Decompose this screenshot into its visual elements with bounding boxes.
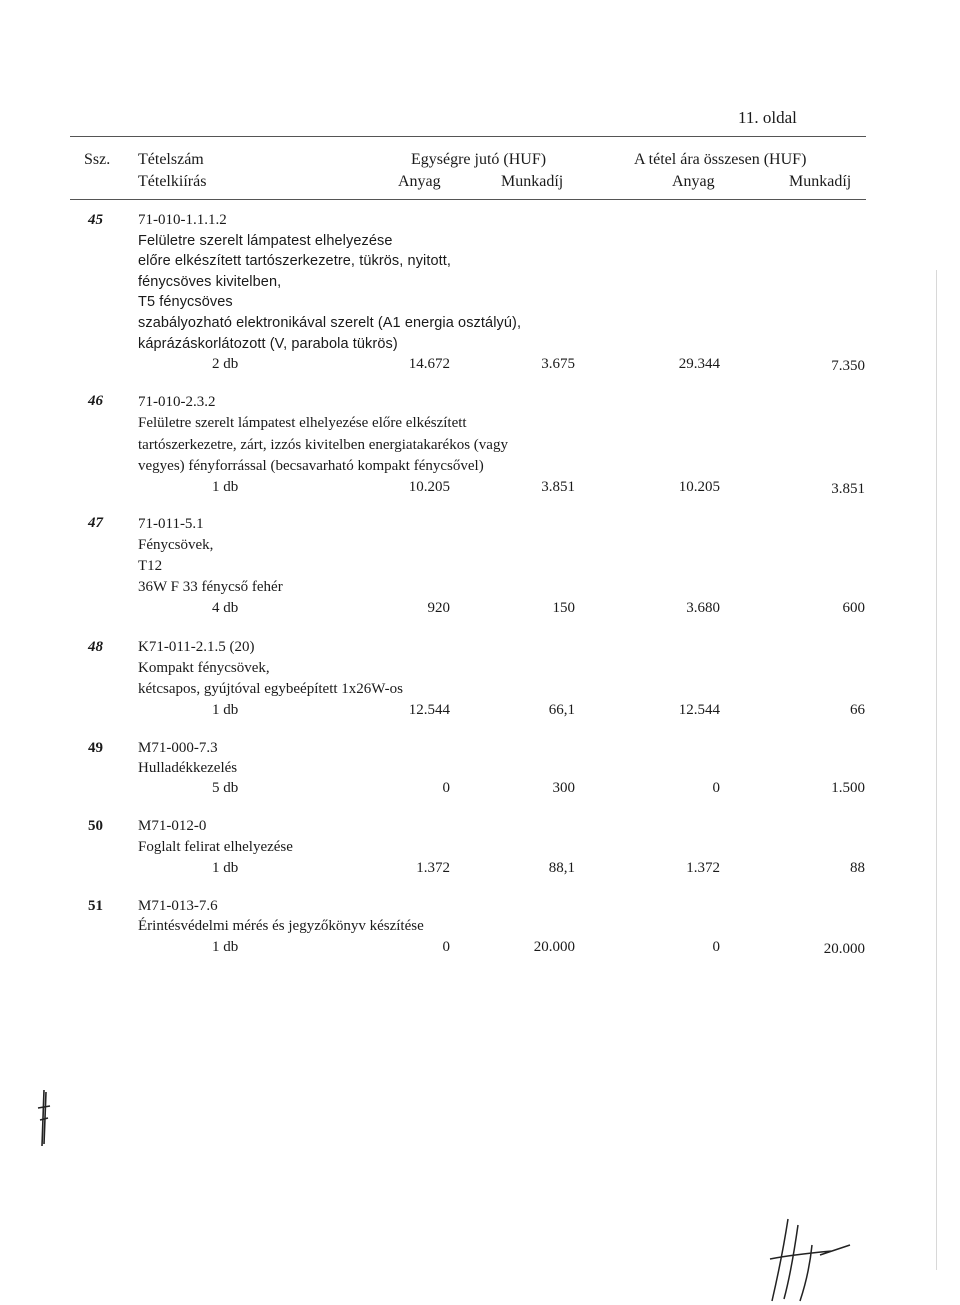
unit-material-price: 920 <box>427 600 450 616</box>
scan-edge-line <box>936 270 937 1270</box>
header-anyag-unit: Anyag <box>398 173 441 190</box>
unit-material-price: 0 <box>442 939 450 955</box>
item-quantity: 1 db <box>212 860 239 876</box>
item-quantity: 1 db <box>212 939 239 955</box>
unit-material-price: 12.544 <box>408 702 450 718</box>
item-number: 49 <box>88 740 103 756</box>
item-description-line: Kompakt fénycsövek, <box>138 660 270 676</box>
total-material-price: 10.205 <box>678 479 720 495</box>
item-description-line: Felületre szerelt lámpatest elhelyezése <box>138 233 393 249</box>
item-quantity: 1 db <box>212 702 239 718</box>
header-ssz: Ssz. <box>84 151 111 168</box>
item-description-line: 36W F 33 fénycső fehér <box>138 579 283 595</box>
item-description-line: Fénycsövek, <box>138 537 214 553</box>
total-labor-price: 7.350 <box>831 358 865 374</box>
total-labor-price: 88 <box>850 860 865 876</box>
item-number: 46 <box>88 393 103 409</box>
item-quantity: 1 db <box>212 479 239 495</box>
total-labor-price: 1.500 <box>831 780 865 796</box>
page-number: 11. oldal <box>738 108 797 127</box>
item-description-line: vegyes) fényforrással (becsavarható kompakt fénycsővel) <box>138 458 484 474</box>
total-labor-price: 600 <box>842 600 865 616</box>
item-quantity: 4 db <box>212 600 239 616</box>
item-description-line: fénycsöves kivitelben, <box>138 274 282 290</box>
item-code: 71-010-2.3.2 <box>138 394 216 410</box>
item-description-line: Hulladékkezelés <box>138 760 238 776</box>
total-material-price: 12.544 <box>678 702 720 718</box>
header-egysegre: Egységre jutó (HUF) <box>411 151 547 168</box>
item-description-line: kétcsapos, gyújtóval egybeépített 1x26W-os <box>138 681 403 697</box>
item-description-line: T5 fénycsöves <box>138 294 233 310</box>
item-description-line: T12 <box>138 558 163 574</box>
unit-material-price: 10.205 <box>408 479 450 495</box>
header-tetelara: A tétel ára összesen (HUF) <box>634 151 807 168</box>
item-description-line: Foglalt felirat elhelyezése <box>138 839 293 855</box>
unit-labor-price: 20.000 <box>533 939 575 955</box>
item-number: 51 <box>88 898 103 914</box>
item-description-line: Felületre szerelt lámpatest elhelyezése előre elkészített <box>138 415 467 431</box>
header-tetelkiiras: Tételkiírás <box>138 173 207 190</box>
header-anyag-total: Anyag <box>672 173 715 190</box>
unit-labor-price: 150 <box>552 600 575 616</box>
header-tetelszam: Tételszám <box>138 151 204 168</box>
item-code: 71-011-5.1 <box>138 516 204 532</box>
total-labor-price: 20.000 <box>823 941 865 957</box>
unit-labor-price: 3.675 <box>541 356 575 372</box>
item-description-line: szabályozható elektronikával szerelt (A1 energia osztályú), <box>138 315 522 331</box>
item-description-line: előre elkészített tartószerkezetre, tükrös, nyitott, <box>138 253 452 269</box>
item-description-line: Érintésvédelmi mérés és jegyzőkönyv készítése <box>138 918 424 934</box>
item-number: 50 <box>88 818 103 834</box>
unit-labor-price: 3.851 <box>541 479 575 495</box>
item-description-line: káprázáskorlátozott (V, parabola tükrös) <box>138 336 398 352</box>
total-labor-price: 3.851 <box>831 481 865 497</box>
item-code: M71-000-7.3 <box>138 740 218 756</box>
item-code: 71-010-1.1.1.2 <box>138 212 227 228</box>
unit-material-price: 0 <box>442 780 450 796</box>
item-code: K71-011-2.1.5 (20) <box>138 639 255 655</box>
unit-material-price: 1.372 <box>416 860 450 876</box>
margin-initial-mark <box>30 1088 58 1148</box>
total-labor-price: 66 <box>850 702 865 718</box>
item-code: M71-013-7.6 <box>138 898 218 914</box>
unit-labor-price: 300 <box>552 780 575 796</box>
signature-initials <box>760 1215 860 1305</box>
total-material-price: 0 <box>712 939 720 955</box>
item-number: 47 <box>88 515 103 531</box>
header-munkadij-total: Munkadíj <box>789 173 852 190</box>
unit-labor-price: 66,1 <box>548 702 575 718</box>
total-material-price: 0 <box>712 780 720 796</box>
total-material-price: 3.680 <box>686 600 720 616</box>
item-quantity: 2 db <box>212 356 239 372</box>
item-description-line: tartószerkezetre, zárt, izzós kivitelben energiatakarékos (vagy <box>138 437 508 453</box>
item-number: 48 <box>88 639 103 655</box>
header-munkadij-unit: Munkadíj <box>501 173 564 190</box>
item-number: 45 <box>88 212 103 228</box>
unit-material-price: 14.672 <box>408 356 450 372</box>
item-code: M71-012-0 <box>138 818 207 834</box>
unit-labor-price: 88,1 <box>548 860 575 876</box>
header-bottom-rule <box>70 199 866 200</box>
total-material-price: 1.372 <box>686 860 720 876</box>
total-material-price: 29.344 <box>678 356 720 372</box>
item-quantity: 5 db <box>212 780 239 796</box>
header-top-rule <box>70 136 866 137</box>
